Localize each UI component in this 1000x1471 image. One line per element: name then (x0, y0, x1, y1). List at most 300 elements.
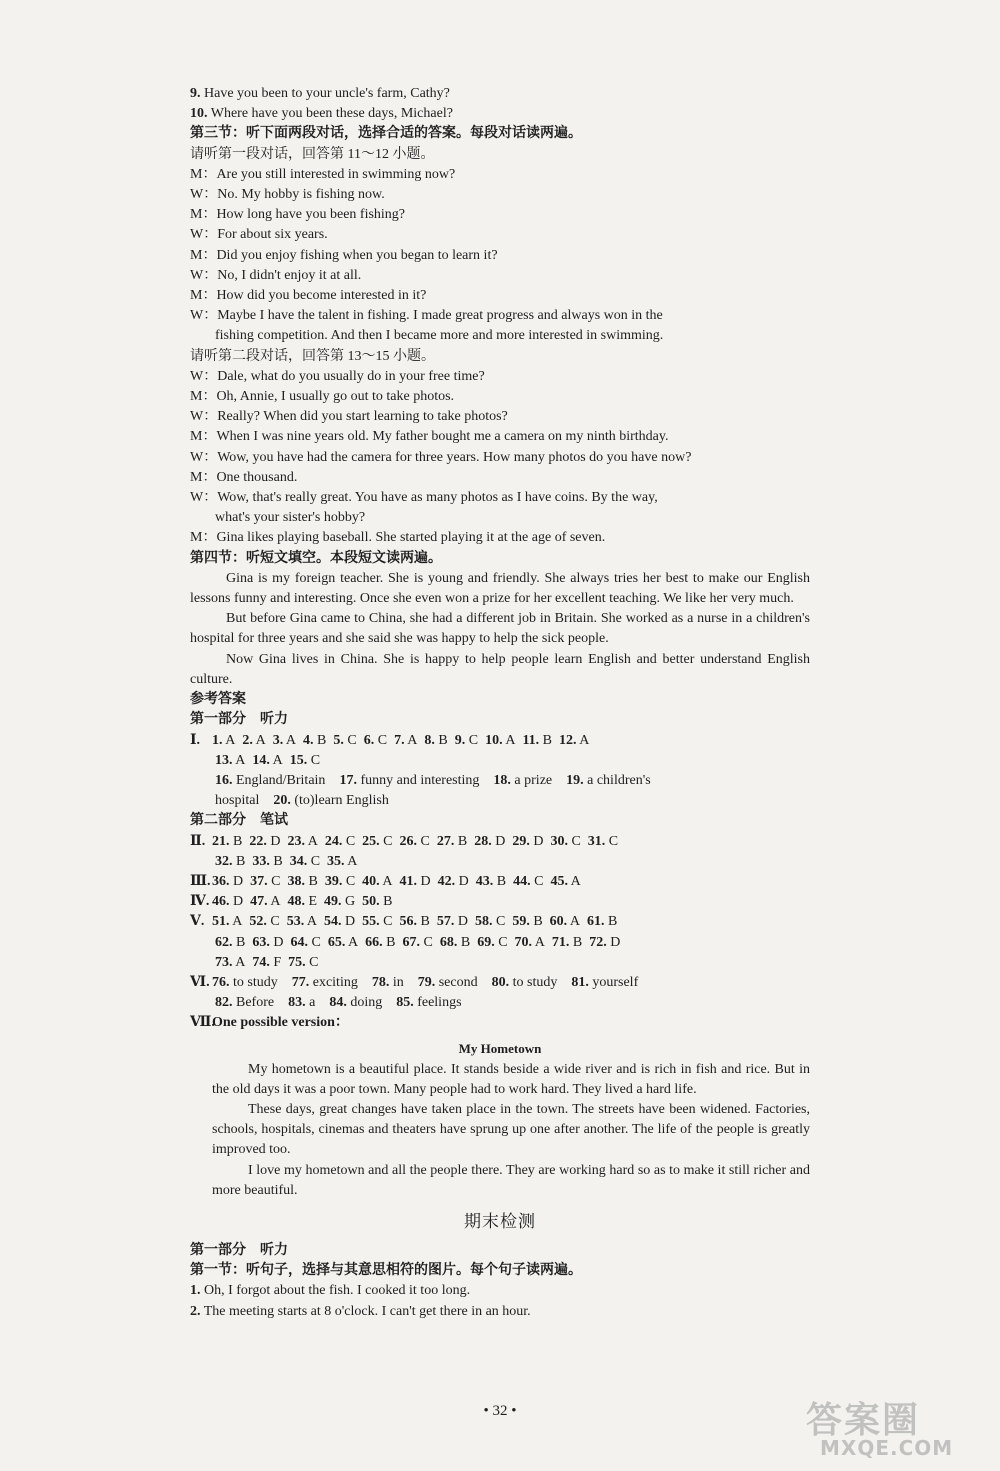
answer-text: C (379, 833, 393, 849)
answer-text: B (382, 934, 396, 950)
answer-item (290, 852, 320, 872)
answer-num: 25. (362, 833, 380, 849)
answer-item (372, 973, 404, 993)
dialog-line: W：For about six years. (190, 227, 328, 243)
roman-numeral: Ⅰ. (190, 732, 201, 748)
answer-num: 5. (333, 732, 344, 748)
answer-text: C (267, 873, 281, 889)
answer-item (215, 953, 245, 973)
answer-item (288, 993, 315, 1013)
answer-item (252, 852, 282, 872)
answer-num: 23. (287, 833, 305, 849)
answer-num: 57. (436, 914, 455, 930)
answer-item (512, 912, 542, 932)
roman-numeral: Ⅲ. (190, 873, 211, 889)
answer-text: A (304, 914, 318, 930)
answer-items (212, 914, 624, 929)
answer-text: C (417, 833, 430, 849)
answer-num: 56. (399, 914, 417, 930)
dialog-line: M：When I was nine years old. My father bought me a camera on my ninth birthday. (190, 429, 669, 445)
answer-item (333, 731, 356, 751)
answer-row (190, 912, 810, 932)
answer-item (400, 832, 430, 852)
answer-items (212, 894, 400, 909)
answer-num: 74. (252, 954, 270, 970)
answer-num: 42. (437, 873, 456, 889)
answer-text: hospital (215, 793, 274, 809)
answer-num: 18. (493, 772, 511, 788)
answer-item (327, 852, 357, 872)
dialog-line: M：Are you still interested in swimming now? (190, 166, 456, 182)
answer-num: 68. (439, 934, 458, 950)
answer-item (588, 832, 618, 852)
answer-text: A (576, 732, 590, 748)
roman-numeral: Ⅱ. (190, 833, 206, 849)
answer-num: 21. (212, 833, 230, 849)
page-content (190, 84, 810, 1322)
answer-text: B (457, 934, 471, 950)
answer-num: 43. (475, 873, 494, 889)
dialog-line: W：Wow, you have had the camera for three years. How many photos do you have now? (190, 449, 692, 465)
answer-item (400, 912, 430, 932)
answer-text: F (269, 954, 282, 970)
answer-num: 53. (286, 914, 305, 930)
answer-items (212, 834, 625, 849)
answer-item (215, 751, 245, 771)
answer-num: 22. (249, 833, 267, 849)
answer-text: B (417, 914, 430, 930)
answer-text: A (567, 873, 581, 889)
answer-text: D (454, 914, 468, 930)
answer-text: A (229, 914, 243, 930)
answer-num: 66. (365, 934, 383, 950)
version-label: One possible version： (212, 1015, 349, 1031)
answer-num: 72. (589, 934, 607, 950)
answer-text: C (307, 934, 321, 950)
answer-row (190, 993, 810, 1013)
answer-text: B (229, 833, 243, 849)
section3-heading: 第三节：听下面两段对话，选择合适的答案。每段对话读两遍。 (190, 126, 582, 142)
answer-num: 49. (324, 894, 342, 910)
answer-item (512, 832, 543, 852)
answer-num: 54. (324, 914, 342, 930)
answer-num: 34. (289, 853, 308, 869)
final-test-title: 期末检测 (464, 1211, 536, 1231)
answer-num: 6. (363, 732, 375, 748)
answer-num: 59. (512, 914, 530, 930)
answer-item (290, 751, 320, 771)
answer-text: D (229, 894, 244, 910)
dialog-line: W：No, I didn't enjoy it at all. (190, 267, 362, 283)
answer-text: B (269, 853, 283, 869)
answer-text: A (232, 752, 246, 768)
answer-num: 58. (474, 914, 493, 930)
dialog-line: W：Maybe I have the talent in fishing. I made great progress and always won in the (190, 308, 663, 324)
roman-numeral: Ⅶ. (190, 1015, 215, 1031)
answer-text: C (379, 914, 393, 930)
answer-item (212, 872, 243, 892)
roman-numeral: Ⅵ. (190, 974, 210, 990)
answer-num: 45. (550, 873, 568, 889)
script-line-10: 10. Where have you been these days, Michael? (190, 106, 453, 122)
answer-text: D (491, 833, 506, 849)
answer-item (437, 832, 467, 852)
answer-num: 26. (399, 833, 417, 849)
answer-item (474, 832, 505, 852)
answer-num: 29. (512, 833, 530, 849)
answer-num: 84. (329, 995, 347, 1011)
answer-item (215, 993, 274, 1013)
dialog-line: W：Really? When did you start learning to take photos? (190, 409, 508, 425)
dialog1-intro: 请听第一段对话，回答第 11～12 小题。 (190, 146, 435, 162)
answer-num: 71. (551, 934, 570, 950)
answer-num: 39. (324, 873, 343, 889)
answer-text: A (379, 873, 393, 889)
answer-item (476, 872, 506, 892)
answer-num: 64. (290, 934, 308, 950)
answer-text: E (304, 894, 318, 910)
answer-num: 75. (288, 954, 306, 970)
answer-item (396, 993, 461, 1013)
answer-num: 8. (424, 732, 435, 748)
answer-item (329, 993, 382, 1013)
answer-item (212, 832, 242, 852)
answer-num: 85. (396, 995, 414, 1011)
answer-item (522, 731, 552, 751)
answer-num: 36. (212, 873, 230, 889)
answer-text: (to)learn English (290, 793, 389, 809)
answer-row (190, 953, 810, 973)
answer-num: 51. (212, 914, 230, 930)
answer-text: A (404, 732, 418, 748)
answer-num: 24. (324, 833, 343, 849)
answer-item (212, 892, 243, 912)
answer-num: 69. (477, 934, 495, 950)
final-test-line-2: 2. The meeting starts at 8 o'clock. I can't get there in an hour. (190, 1303, 531, 1319)
answer-text: B (304, 873, 318, 889)
answer-num: 47. (250, 894, 268, 910)
answer-num: 3. (272, 732, 284, 748)
answer-num: 7. (394, 732, 405, 748)
dialog-line: M：Gina likes playing baseball. She started playing it at the age of seven. (190, 530, 606, 546)
answer-num: 35. (327, 853, 345, 869)
answer-item (252, 953, 281, 973)
answer-text: B (529, 914, 543, 930)
answer-num: 11. (522, 732, 540, 748)
answer-num: 65. (327, 934, 346, 950)
answer-num: 9. (454, 732, 466, 748)
essay-paragraph: My hometown is a beautiful place. It stands beside a wide river and is rich in fish and rice. But in the old days it was a poor town. Many people had to work hard. They lived a hard life. (212, 1061, 810, 1097)
answer-text: C (342, 833, 356, 849)
answer-num: 28. (474, 833, 492, 849)
answer-num: 67. (402, 934, 420, 950)
essay-paragraph: I love my hometown and all the people there. They are working hard so as to make it still richer and more beautiful. (212, 1162, 810, 1198)
answer-item (287, 872, 317, 892)
answer-num: 33. (252, 853, 270, 869)
answer-text: A (232, 954, 246, 970)
answer-num: 78. (371, 974, 390, 990)
answers-part1: 第一部分 听力 (190, 712, 288, 728)
answer-num: 83. (288, 995, 306, 1011)
essay-title: My Hometown (458, 1040, 542, 1056)
answer-text: exciting (309, 974, 358, 990)
answer-row (190, 751, 810, 771)
answer-num: 19. (566, 772, 584, 788)
answer-text: feelings (413, 995, 462, 1011)
answer-text: D (529, 833, 544, 849)
dialog-2 (190, 367, 810, 549)
final-test-line-1: 1. Oh, I forgot about the fish. I cooked it too long. (190, 1283, 471, 1299)
section4-heading: 第四节：听短文填空。本段短文读两遍。 (190, 550, 442, 566)
answer-items (212, 733, 596, 748)
answer-text: Before (232, 995, 275, 1011)
answer-num: 20. (273, 793, 291, 809)
answer-text: C (465, 732, 479, 748)
answer-num: 31. (587, 833, 606, 849)
answer-row (190, 771, 810, 791)
answer-item (550, 832, 580, 852)
answer-num: 13. (215, 752, 233, 768)
answer-item (455, 731, 478, 751)
answer-num: 27. (436, 833, 455, 849)
answer-item (325, 872, 355, 892)
answer-row (190, 892, 810, 912)
answer-item (325, 832, 355, 852)
answer-item (559, 731, 589, 751)
answer-item (362, 872, 392, 892)
answer-row (190, 791, 810, 811)
watermark-url: MXQE.COM (820, 1436, 954, 1460)
answer-num: 77. (291, 974, 310, 990)
dialog-line: W：Wow, that's really great. You have as many photos as I have coins. By the way, (190, 490, 658, 506)
answer-item (212, 912, 242, 932)
answer-text: C (492, 914, 506, 930)
answer-text: D (266, 833, 281, 849)
dialog2-intro: 请听第二段对话，回答第 13～15 小题。 (190, 348, 435, 364)
roman-numeral: Ⅴ. (190, 914, 205, 930)
answer-item (324, 892, 355, 912)
answer-item (250, 892, 280, 912)
answer-text: C (605, 833, 619, 849)
answer-num: 73. (215, 954, 233, 970)
answer-num: 55. (362, 914, 380, 930)
answer-num: 32. (215, 853, 233, 869)
answer-text: in (389, 974, 404, 990)
answer-num: 12. (559, 732, 577, 748)
answer-num: 81. (571, 974, 589, 990)
answer-item (324, 912, 355, 932)
answer-text: C (343, 732, 357, 748)
answer-item (250, 872, 280, 892)
answer-item (292, 973, 358, 993)
answer-item (287, 892, 317, 912)
answer-text: yourself (588, 974, 639, 990)
answer-text: A (345, 934, 359, 950)
answer-text: B (313, 732, 327, 748)
answer-item (418, 973, 478, 993)
answer-num: 50. (362, 894, 380, 910)
script-line-9: 9. Have you been to your uncle's farm, Cathy? (190, 86, 450, 101)
answer-item (328, 933, 358, 953)
answer-item (215, 852, 245, 872)
answer-num: 17. (339, 772, 357, 788)
answer-text: a children's (583, 772, 651, 788)
answer-item (252, 751, 282, 771)
watermark-text: 答案圈 (806, 1400, 921, 1441)
dialog-line: fishing competition. And then I became more and more interested in swimming. (215, 328, 664, 344)
answers-part2: 第二部分 笔试 (190, 813, 288, 829)
answer-item (589, 933, 620, 953)
answer-text: A (267, 894, 281, 910)
answer-text: a prize (510, 772, 567, 788)
answer-text: B (569, 934, 583, 950)
answer-text: C (342, 873, 356, 889)
answer-items (212, 874, 588, 889)
answer-item (492, 973, 558, 993)
answer-num: 30. (550, 833, 568, 849)
answer-text: C (305, 954, 319, 970)
answer-num: 2. (242, 732, 253, 748)
answer-num: 70. (514, 934, 533, 950)
answer-text: to study (509, 974, 558, 990)
answer-num: 1. (212, 732, 223, 748)
answer-num: 48. (287, 894, 305, 910)
answer-text: G (341, 894, 356, 910)
answer-text: D (606, 934, 621, 950)
answer-text: D (269, 934, 284, 950)
answer-text: A (532, 934, 545, 950)
dialog-line: W：Dale, what do you usually do in your free time? (190, 368, 485, 384)
answer-text: C (266, 914, 280, 930)
answer-item (303, 731, 326, 751)
answer-item (437, 912, 468, 932)
page-number: • 32 • (483, 1403, 517, 1419)
passage-paragraph: Gina is my foreign teacher. She is young and friendly. She always tries her best to make our English lessons funny and interesting. Once she even won a prize for her excellent teaching. We like her very much. (190, 570, 810, 607)
answer-num: 52. (249, 914, 267, 930)
passage-paragraph: But before Gina came to China, she had a different job in Britain. She worked as a nurse in a children's hospital for three years and she said she was happy to help the sick people. (190, 611, 810, 647)
answer-item (287, 912, 317, 932)
answer-item (440, 933, 470, 953)
answer-text: England/Britain (232, 772, 340, 788)
answer-item (364, 731, 387, 751)
answer-num: 10. (485, 732, 503, 748)
answer-text: C (307, 853, 321, 869)
answer-text: B (604, 914, 618, 930)
answer-text: C (530, 873, 544, 889)
final-test-part1: 第一部分 听力 (190, 1242, 288, 1258)
answer-text: D (417, 873, 431, 889)
answer-text: D (341, 914, 356, 930)
version-row (190, 1013, 810, 1033)
answer-item (290, 933, 320, 953)
answer-text: C (567, 833, 581, 849)
answer-num: 80. (491, 974, 510, 990)
answer-item (515, 933, 545, 953)
dialog-1 (190, 165, 810, 347)
answer-text: A (269, 752, 283, 768)
answer-num: 61. (587, 914, 605, 930)
answer-num: 16. (215, 772, 233, 788)
answer-item (587, 912, 617, 932)
answer-item (288, 953, 318, 973)
answer-item (212, 731, 235, 751)
dialog-line: M：One thousand. (190, 469, 298, 485)
answer-text: B (493, 873, 507, 889)
answer-item (424, 731, 447, 751)
answer-num: 60. (549, 914, 568, 930)
answer-num: 37. (250, 873, 268, 889)
answer-num: 4. (303, 732, 314, 748)
answer-items (212, 975, 652, 990)
answer-num: 15. (289, 752, 308, 768)
answer-text: A (344, 853, 358, 869)
answer-text: B (232, 934, 246, 950)
dialog-line: what's your sister's hobby? (215, 510, 366, 526)
answer-item (249, 912, 279, 932)
answer-text: C (420, 934, 433, 950)
answer-row (190, 852, 810, 872)
answer-num: 38. (287, 873, 305, 889)
dialog-line: M：How long have you been fishing? (190, 207, 406, 223)
answer-num: 40. (362, 873, 380, 889)
answer-item (252, 933, 283, 953)
answers-heading: 参考答案 (190, 692, 246, 708)
answer-item (365, 933, 395, 953)
answer-item (438, 872, 469, 892)
answer-text: B (454, 833, 468, 849)
answer-text: B (434, 732, 448, 748)
answer-item (242, 731, 265, 751)
answer-num: 63. (252, 934, 270, 950)
answer-num: 82. (215, 995, 233, 1011)
answer-row (190, 973, 810, 993)
answer-item (403, 933, 433, 953)
answer-item (287, 832, 317, 852)
answer-text: D (229, 873, 244, 889)
answer-num: 41. (399, 873, 417, 889)
answer-text: A (502, 732, 516, 748)
answer-text: C (374, 732, 388, 748)
answer-text: A (283, 732, 297, 748)
answer-num: 46. (212, 894, 230, 910)
answer-item (552, 933, 582, 953)
answer-item (485, 731, 515, 751)
answer-num: 44. (513, 873, 531, 889)
answer-num: 79. (417, 974, 436, 990)
answer-text: D (455, 873, 469, 889)
dialog-line: M：Did you enjoy fishing when you began to learn it? (190, 247, 498, 263)
answer-num: 76. (212, 974, 230, 990)
answer-item (362, 892, 392, 912)
answer-text: doing (346, 995, 383, 1011)
answer-item (550, 912, 580, 932)
answer-text: A (222, 732, 236, 748)
answer-item (394, 731, 417, 751)
answer-text: A (252, 732, 266, 748)
answer-text: second (435, 974, 478, 990)
passage-paragraph: Now Gina lives in China. She is happy to help people learn English and better understand English culture. (190, 651, 810, 687)
answer-row (190, 731, 810, 751)
answer-text: B (539, 732, 553, 748)
watermark-logo (806, 1392, 976, 1462)
answer-num: 62. (215, 934, 233, 950)
essay-paragraph: These days, great changes have taken place in the town. The streets have been widened. Factories, schools, hospitals, cinemas and theaters have sprung up one after another. The life of the people is greatly improved too. (212, 1101, 810, 1158)
answer-num: 14. (252, 752, 270, 768)
answer-item (362, 832, 392, 852)
answer-text: B (379, 894, 393, 910)
answer-text: a (305, 995, 316, 1011)
dialog-line: W：No. My hobby is fishing now. (190, 187, 385, 203)
